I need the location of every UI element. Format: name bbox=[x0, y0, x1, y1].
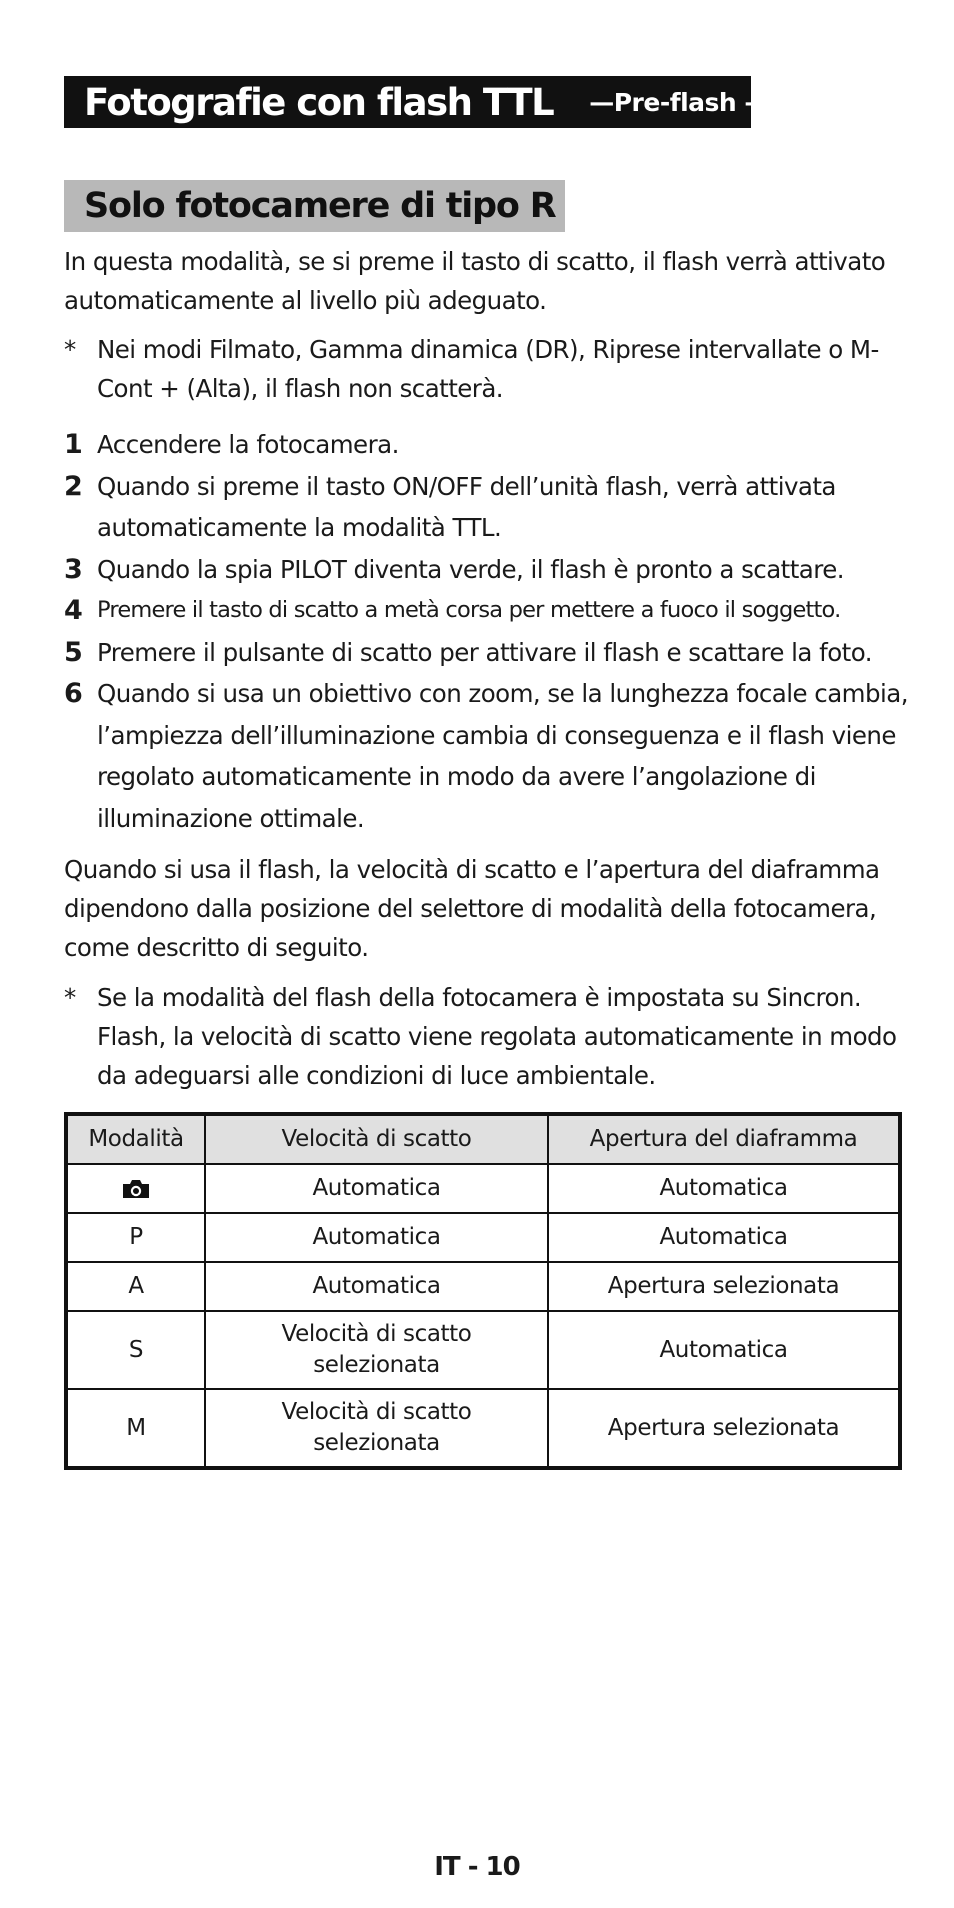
shutter-cell bbox=[205, 1311, 548, 1389]
note-2 bbox=[64, 978, 914, 1095]
step-item bbox=[64, 424, 914, 466]
mode-cell: P bbox=[66, 1213, 205, 1262]
table-row bbox=[66, 1311, 900, 1389]
step-text: Premere il pulsante di scatto per attivare il flash e scattare la foto. bbox=[97, 637, 872, 667]
step-number: 2 bbox=[64, 470, 83, 502]
step-number: 1 bbox=[64, 429, 83, 460]
page-subtitle: —Pre-flash — bbox=[589, 87, 769, 117]
mode-paragraph: Quando si usa il flash, la velocità di scatto e l’apertura del diaframma dipendono dalla posizione del selettore di modalità della fotocamera, come descritto di seguito. bbox=[64, 855, 880, 962]
table-header-row bbox=[66, 1114, 900, 1164]
step-item bbox=[64, 590, 914, 632]
table-row bbox=[66, 1389, 900, 1468]
aperture-cell: Automatica bbox=[548, 1311, 900, 1389]
column-header-aperture: Apertura del diaframma bbox=[548, 1114, 900, 1164]
column-header-shutter: Velocità di scatto bbox=[205, 1114, 548, 1164]
note-1-marker: * bbox=[64, 335, 76, 364]
shutter-cell bbox=[205, 1389, 548, 1468]
table-row bbox=[66, 1213, 900, 1262]
column-header-mode: Modalità bbox=[66, 1114, 205, 1164]
mode-cell bbox=[66, 1164, 205, 1213]
note-2-marker: * bbox=[64, 983, 76, 1012]
step-text: Quando si preme il tasto ON/OFF dell’unità flash, verrà attivata automaticamente la modalità TTL. bbox=[97, 471, 836, 542]
step-number: 6 bbox=[64, 678, 83, 709]
step-item bbox=[64, 632, 914, 674]
note-1-text: Nei modi Filmato, Gamma dinamica (DR), Riprese intervallate o M-Cont + (Alta), il flash non scatterà. bbox=[97, 335, 879, 403]
step-text: Premere il tasto di scatto a metà corsa per mettere a fuoco il soggetto. bbox=[97, 597, 841, 623]
step-text: Quando la spia PILOT diventa verde, il flash è pronto a scattare. bbox=[97, 554, 845, 584]
section-heading: Solo fotocamere di tipo R bbox=[84, 186, 556, 226]
page-number: IT - 10 bbox=[434, 1852, 520, 1882]
aperture-cell: Automatica bbox=[548, 1213, 900, 1262]
note-2-text: Se la modalità del flash della fotocamera è impostata su Sincron. Flash, la velocità di scatto viene regolata automaticamente in modo da adeguarsi alle condizioni di luce ambientale. bbox=[97, 983, 897, 1090]
step-text: Accendere la fotocamera. bbox=[97, 430, 399, 459]
mode-cell: S bbox=[66, 1311, 205, 1389]
aperture-cell: Apertura selezionata bbox=[548, 1389, 900, 1468]
intro-paragraph: In questa modalità, se si preme il tasto di scatto, il flash verrà attivato automaticamente al livello più adeguato. bbox=[64, 247, 886, 315]
shutter-line-2: selezionata bbox=[313, 1352, 440, 1378]
shutter-line-1: Velocità di scatto bbox=[281, 1399, 472, 1425]
step-item bbox=[64, 549, 914, 591]
step-item bbox=[64, 673, 914, 839]
camera-icon bbox=[121, 1178, 151, 1200]
page-title-bar bbox=[64, 76, 769, 128]
steps-list bbox=[64, 424, 914, 839]
note-1 bbox=[64, 330, 914, 408]
step-text: Quando si usa un obiettivo con zoom, se la lunghezza focale cambia, l’ampiezza dell’illuminazione cambia di conseguenza e il flash viene regolato automaticamente in modo da avere l’angolazione di illuminazione ottimale. bbox=[97, 679, 908, 833]
table-row bbox=[66, 1262, 900, 1311]
step-number: 3 bbox=[64, 553, 83, 585]
section-heading-box bbox=[64, 180, 565, 232]
shutter-cell: Automatica bbox=[205, 1262, 548, 1311]
mode-cell: A bbox=[66, 1262, 205, 1311]
step-number: 4 bbox=[64, 595, 82, 626]
aperture-cell: Automatica bbox=[548, 1164, 900, 1213]
aperture-cell: Apertura selezionata bbox=[548, 1262, 900, 1311]
shutter-line-2: selezionata bbox=[313, 1430, 440, 1456]
step-item bbox=[64, 466, 914, 549]
page-title: Fotografie con flash TTL bbox=[84, 80, 554, 124]
mode-cell: M bbox=[66, 1389, 205, 1468]
table-row bbox=[66, 1164, 900, 1213]
shutter-cell: Automatica bbox=[205, 1164, 548, 1213]
shutter-line-1: Velocità di scatto bbox=[281, 1321, 472, 1347]
mode-table bbox=[64, 1112, 902, 1470]
step-number: 5 bbox=[64, 636, 83, 668]
shutter-cell: Automatica bbox=[205, 1213, 548, 1262]
